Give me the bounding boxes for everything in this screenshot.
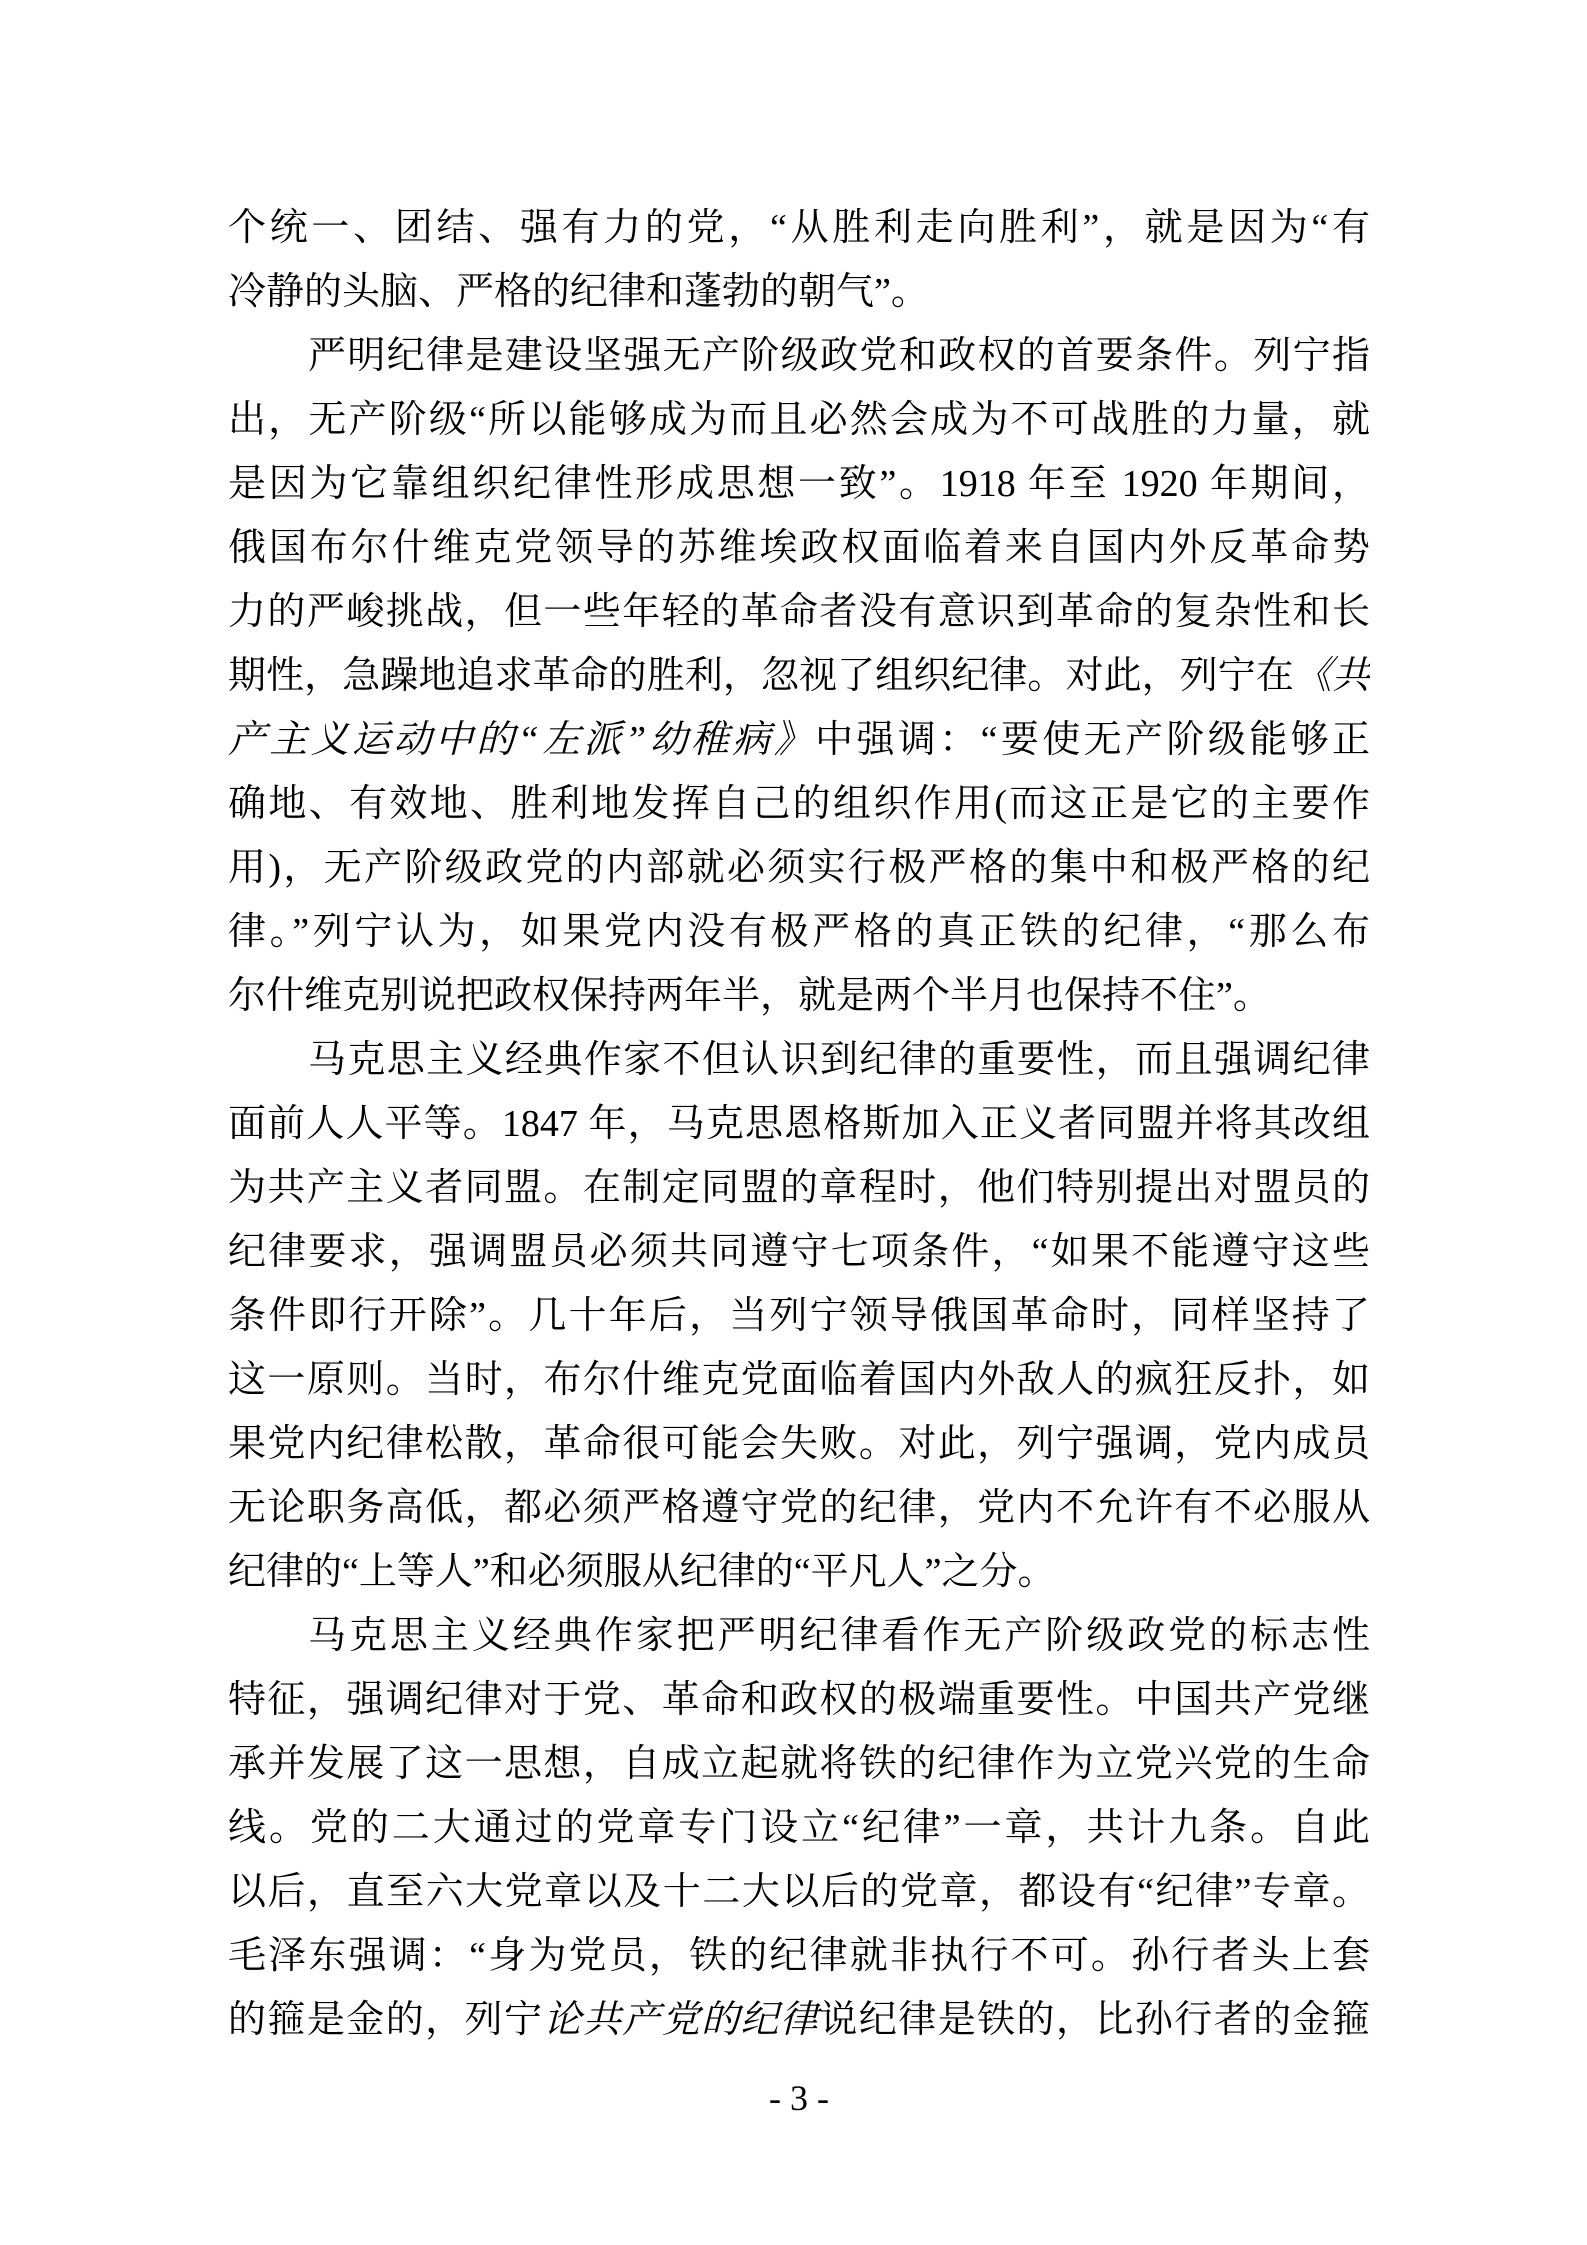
text-segment: 中强调：“要使无产阶级能够正 bbox=[815, 719, 1370, 761]
text-segment: 说纪律是铁的，比孙行者的金箍 bbox=[819, 1999, 1370, 2041]
text-line: 面前人人平等。1847 年，马克思恩格斯加入正义者同盟并将其改组 bbox=[228, 1103, 1370, 1145]
text-line: 冷静的头脑、严格的纪律和蓬勃的朝气”。 bbox=[228, 271, 929, 313]
text-line: 马克思主义经典作家不但认识到纪律的重要性，而且强调纪律 bbox=[308, 1039, 1370, 1081]
paragraph bbox=[228, 1028, 1370, 1604]
book-title-span: 《共 bbox=[1293, 655, 1370, 697]
text-line: 是因为它靠组织纪律性形成思想一致”。1918 年至 1920 年期间， bbox=[228, 463, 1370, 505]
text-line: 尔什维克别说把政权保持两年半，就是两个半月也保持不住”。 bbox=[228, 975, 1271, 1017]
text-line: 毛泽东强调：“身为党员，铁的纪律就非执行不可。孙行者头上套 bbox=[228, 1935, 1370, 1977]
text-line: 这一原则。当时，布尔什维克党面临着国内外敌人的疯狂反扑，如 bbox=[228, 1359, 1370, 1401]
text-line: 确地、有效地、胜利地发挥自己的组织作用(而这正是它的主要作 bbox=[228, 783, 1370, 825]
book-title-span: 产主义运动中的“左派”幼稚病》 bbox=[228, 719, 816, 761]
text-segment: 期性，急躁地追求革命的胜利，忽视了组织纪律。对此，列宁在 bbox=[228, 655, 1294, 697]
text-line: 为共产主义者同盟。在制定同盟的章程时，他们特别提出对盟员的 bbox=[228, 1167, 1370, 1209]
text-line: 用)，无产阶级政党的内部就必须实行极严格的集中和极严格的纪 bbox=[228, 847, 1370, 889]
text-line bbox=[228, 644, 1370, 708]
text-line: 个统一、团结、强有力的党，“从胜利走向胜利”，就是因为“有 bbox=[228, 207, 1370, 249]
paragraph bbox=[228, 1604, 1370, 2052]
text-line: 承并发展了这一思想，自成立起就将铁的纪律作为立党兴党的生命 bbox=[228, 1743, 1370, 1785]
text-line: 马克思主义经典作家把严明纪律看作无产阶级政党的标志性 bbox=[308, 1615, 1370, 1657]
text-line bbox=[228, 708, 1370, 772]
paragraph bbox=[228, 324, 1370, 1028]
text-line: 以后，直至六大党章以及十二大以后的党章，都设有“纪律”专章。 bbox=[228, 1871, 1370, 1913]
text-line: 纪律的“上等人”和必须服从纪律的“平凡人”之分。 bbox=[228, 1551, 1056, 1593]
text-line: 果党内纪律松散，革命很可能会失败。对此，列宁强调，党内成员 bbox=[228, 1423, 1370, 1465]
paragraph bbox=[228, 196, 1370, 324]
document-body bbox=[228, 196, 1370, 2052]
text-line: 线。党的二大通过的党章专门设立“纪律”一章，共计九条。自此 bbox=[228, 1807, 1370, 1849]
text-line: 条件即行开除”。几十年后，当列宁领导俄国革命时，同样坚持了 bbox=[228, 1295, 1370, 1337]
text-line bbox=[228, 1988, 1370, 2052]
text-line: 无论职务高低，都必须严格遵守党的纪律，党内不允许有不必服从 bbox=[228, 1487, 1370, 1529]
page-number: - 3 - bbox=[769, 2078, 829, 2118]
text-line: 俄国布尔什维克党领导的苏维埃政权面临着来自国内外反革命势 bbox=[228, 527, 1370, 569]
book-title-span: 论共产党的纪律 bbox=[543, 1999, 820, 2041]
text-line: 纪律要求，强调盟员必须共同遵守七项条件，“如果不能遵守这些 bbox=[228, 1231, 1370, 1273]
text-line: 出，无产阶级“所以能够成为而且必然会成为不可战胜的力量，就 bbox=[228, 399, 1370, 441]
text-segment: 的箍是金的，列宁 bbox=[228, 1999, 544, 2041]
text-line: 力的严峻挑战，但一些年轻的革命者没有意识到革命的复杂性和长 bbox=[228, 591, 1370, 633]
text-line: 特征，强调纪律对于党、革命和政权的极端重要性。中国共产党继 bbox=[228, 1679, 1370, 1721]
text-line: 律。”列宁认为，如果党内没有极严格的真正铁的纪律，“那么布 bbox=[228, 911, 1370, 953]
text-line: 严明纪律是建设坚强无产阶级政党和政权的首要条件。列宁指 bbox=[308, 335, 1370, 377]
